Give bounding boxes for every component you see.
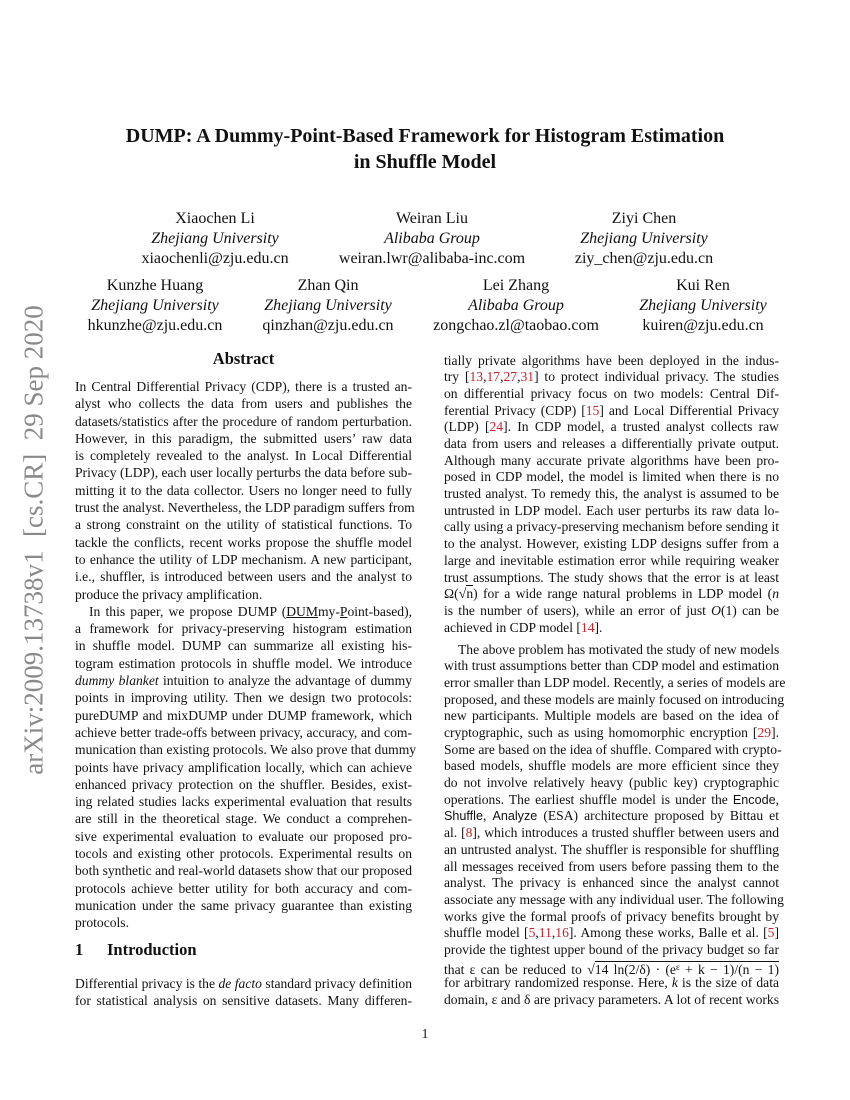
author-affiliation: Zhejiang University: [151, 230, 279, 247]
citation-link[interactable]: 29: [757, 725, 772, 741]
radicand-text: 14 ln(2/δ) · (e: [594, 961, 676, 977]
text-run: my-: [317, 603, 340, 619]
text-run: mitting it to the data collector. Users no longer need to fully: [75, 482, 412, 498]
text-line: [75, 897, 412, 914]
text-run: trusted analyst. To remedy this, the analyst is assumed to be: [444, 486, 779, 502]
text-line: [444, 570, 779, 587]
text-line: [444, 925, 779, 942]
text-run: Some are based on the idea of shuffle. Compared with crypto-: [444, 741, 782, 757]
author-block: [312, 209, 552, 269]
text-line: [444, 859, 779, 876]
text-line: [75, 741, 417, 758]
italic-text: n: [772, 586, 779, 602]
author-name: Xiaochen Li: [175, 210, 255, 227]
text-line: [444, 503, 779, 520]
text-run: domain, ε and δ are privacy parameters. A lot of recent works: [444, 992, 779, 1008]
text-run: ,: [482, 808, 493, 824]
text-line: [75, 534, 412, 551]
text-line: [444, 708, 779, 725]
text-run: datasets/statistics after the procedure of random perturbation.: [75, 413, 412, 429]
text-run: ing related studies lacks experimental evaluation that results: [75, 794, 412, 810]
author-block: [95, 209, 335, 269]
text-line: [444, 536, 779, 553]
radicand-text: n: [466, 586, 474, 602]
text-line: [444, 775, 779, 792]
text-line: [444, 658, 779, 675]
citation-link[interactable]: 14: [580, 619, 595, 635]
text-line: [75, 620, 412, 637]
text-run: However, in this paradigm, the submitted users’ raw data: [75, 430, 412, 446]
text-line: [444, 519, 779, 536]
abstract-body: [75, 378, 417, 932]
text-run: in shuffle model. DUMP can summarize all existing his-: [75, 638, 412, 654]
text-line: [75, 464, 412, 481]
underlined-text: P: [339, 603, 348, 619]
text-run: analyst. The privacy is enhanced since the analyst cannot: [444, 875, 779, 891]
text-run: protocols.: [75, 915, 129, 931]
sans-text: Shuffle: [444, 809, 483, 824]
text-line: [75, 828, 412, 845]
text-line: [444, 453, 779, 470]
text-run: munication under the same privacy guarantee than existing: [75, 897, 412, 913]
text-line: [444, 419, 779, 436]
sans-text: Analyze: [492, 809, 538, 824]
text-line: [75, 395, 412, 412]
text-run: all messages received from users before passing them to the: [444, 858, 779, 874]
text-line: [444, 620, 779, 637]
text-line: [75, 880, 412, 897]
text-run: ) for a wide range natural problems in LDP model (: [473, 586, 773, 602]
text-run: (LDP) [24]. In CDP model, a trusted analyst collects raw: [444, 419, 779, 435]
text-line: [444, 792, 779, 809]
text-line: [75, 603, 412, 620]
text-run: is the number of users), while an error of just: [444, 602, 712, 618]
author-name: Kui Ren: [676, 277, 730, 294]
text-line: [444, 891, 784, 909]
title-line: DUMP: A Dummy-Point-Based Framework for Histogram Estimation: [125, 125, 725, 147]
text-run: cally using a privacy-preserving mechanism before sending it: [444, 519, 779, 535]
citation-link[interactable]: 11: [538, 925, 552, 941]
text-line: [444, 959, 779, 976]
text-run: is completely revealed to the analyst. In Local Differential: [75, 448, 412, 464]
text-line: [75, 637, 412, 654]
citation-link[interactable]: 31: [520, 369, 535, 385]
text-run: produce the privacy amplification.: [75, 586, 263, 602]
italic-text: k: [671, 975, 678, 991]
text-line: [75, 776, 412, 793]
citation-link[interactable]: 15: [585, 402, 600, 418]
text-run: points in improving utility. Then we design two protocols:: [75, 690, 412, 706]
text-line: [444, 975, 779, 992]
text-run: standard privacy definition: [261, 976, 412, 991]
text-run: to the analyst. However, existing LDP designs suffer from a: [444, 536, 779, 552]
text-line: [444, 553, 779, 570]
text-run: is the size of data: [677, 975, 780, 991]
author-email: hkunzhe@zju.edu.cn: [87, 317, 223, 334]
text-line: [444, 469, 779, 486]
text-line: [444, 369, 779, 386]
author-name: Ziyi Chen: [611, 210, 677, 227]
text-run: ,: [775, 791, 779, 807]
text-run: that ε can be reduced to: [444, 961, 588, 977]
text-line: [444, 353, 779, 370]
radical-sign: √: [458, 587, 467, 603]
text-run: data from users and releases a differentially private output.: [444, 436, 779, 452]
title-line: in Shuffle Model: [353, 150, 497, 173]
text-run: alyst who collects the data from users and publishes the: [75, 396, 412, 412]
text-line: [444, 758, 779, 775]
text-line: [75, 378, 412, 395]
author-affiliation: Zhejiang University: [91, 297, 219, 314]
text-run: large and inevitable estimation error while requiring weaker: [444, 552, 779, 568]
text-line: [75, 447, 412, 464]
text-line: [75, 845, 412, 862]
text-run: trust the analyst. Nevertheless, the LDP paradigm suffers from: [75, 500, 415, 516]
text-line: [444, 992, 779, 1009]
author-name: Kunzhe Huang: [106, 277, 204, 294]
radicand-text: + k − 1)/(n − 1): [679, 961, 780, 977]
citation-link[interactable]: 24: [489, 419, 504, 435]
text-run: Ω(: [444, 586, 459, 602]
text-run: works give the formal proofs of privacy benefits brought by: [444, 908, 779, 924]
text-run: both synthetic and real-world datasets show that our proposed: [75, 863, 412, 879]
author-email: zongchao.zl@taobao.com: [433, 317, 599, 334]
text-run: tially private algorithms have been deployed in the indus-: [444, 352, 779, 368]
author-block: [524, 209, 764, 269]
author-email: xiaochenli@zju.edu.cn: [141, 250, 289, 267]
text-run: (ESA) architecture proposed by Bittau et: [537, 808, 779, 824]
text-line: [444, 603, 779, 620]
text-run: al. [8], which introduces a trusted shuffler between users and: [444, 825, 780, 841]
text-line: [75, 672, 412, 689]
text-line: [444, 386, 779, 403]
citation-link[interactable]: 16: [555, 925, 569, 941]
arxiv-identifier-sidebar: arXiv:2009.13738v1 [cs.CR] 29 Sep 2020: [18, 305, 49, 775]
citation-link[interactable]: 5: [767, 925, 775, 941]
text-line: [444, 842, 779, 859]
text-line: [75, 516, 412, 533]
underlined-text: DUM: [286, 603, 318, 619]
text-line: [444, 909, 779, 926]
text-line: [444, 403, 779, 420]
text-line: [75, 793, 412, 810]
italic-text: dummy blanket: [75, 673, 159, 689]
section-number: 1: [75, 940, 84, 959]
text-line: [75, 707, 412, 724]
text-line: [75, 689, 412, 706]
text-run: new participants. Multiple models are based on the idea of: [444, 708, 779, 724]
text-run: posed in CDP model, the model is limited when there is no: [444, 469, 779, 485]
text-line: [75, 759, 412, 776]
paper-title: [0, 124, 850, 175]
text-line: [444, 942, 779, 959]
text-run: In Central Differential Privacy (CDP), there is a trusted an-: [75, 379, 412, 394]
text-run: togram estimation protocols in shuffle model. We introduce: [75, 655, 412, 671]
text-line: [444, 808, 779, 825]
text-line: [444, 486, 779, 503]
text-line: [75, 586, 412, 603]
text-run: Although many accurate private algorithms have been pro-: [444, 452, 779, 468]
text-run: intuition to analyze the advantage of dummy: [158, 673, 412, 689]
section-heading-introduction: [75, 940, 197, 960]
text-run: ferential Privacy (CDP) [15] and Local Differential Privacy: [444, 402, 780, 418]
text-run: achieved in CDP model [14].: [444, 619, 603, 635]
text-run: (1) can be: [720, 602, 780, 618]
section-title: Introduction: [107, 940, 197, 959]
text-run: for arbitrary randomized response. Here,: [444, 975, 672, 991]
text-line: [444, 741, 782, 759]
text-run: with trust assumptions better than CDP model and estimation: [444, 658, 779, 674]
text-run: error smaller than LDP model. Recently, a series of models are: [444, 674, 786, 690]
author-email: qinzhan@zju.edu.cn: [262, 317, 394, 334]
text-line: [75, 499, 415, 516]
text-run: to enhance the utility of LDP mechanism. A new participant,: [75, 551, 412, 567]
text-run: enhanced privacy protection on the shuffler. Besides, exist-: [75, 776, 412, 792]
text-run: are still in the theoretical stage. We conduct a comprehen-: [75, 811, 412, 827]
text-run: try [13,17,27,31] to protect individual privacy. The studies: [444, 369, 779, 385]
text-run: cryptographic, such as using homomorphic encryption [29].: [444, 725, 779, 741]
radical-sign: √: [587, 962, 595, 978]
text-run: tackle the conflicts, recent works propose the shuffle model: [75, 534, 412, 550]
text-run: The above problem has motivated the study of new models: [458, 641, 780, 657]
text-line: [444, 825, 779, 842]
text-line: [444, 875, 779, 892]
italic-text: de facto: [218, 976, 262, 991]
citation-link[interactable]: 17: [486, 369, 501, 385]
text-line: [444, 674, 786, 692]
author-name: Zhan Qin: [297, 277, 359, 294]
text-run: achieve better trade-offs between privacy, accuracy, and com-: [75, 724, 412, 740]
introduction-body-left: [75, 975, 412, 1010]
author-email: kuiren@zju.edu.cn: [642, 317, 764, 334]
text-run: do not involve relatively heavy (public key) cryptographic: [444, 775, 779, 791]
author-name: Weiran Liu: [395, 210, 468, 227]
sans-text: Encode: [732, 792, 776, 807]
text-run: operations. The earliest shuffle model is under the: [444, 791, 733, 807]
text-line: [444, 436, 779, 453]
text-run: oint-based),: [347, 603, 412, 619]
author-affiliation: Zhejiang University: [580, 230, 708, 247]
text-run: sive experimental evaluation to evaluate our proposed pro-: [75, 828, 412, 844]
author-email: weiran.lwr@alibaba-inc.com: [338, 250, 526, 267]
text-line: [75, 430, 412, 447]
text-line: [75, 724, 412, 741]
text-run: an untrusted analyst. The shuffler is responsible for shuffling: [444, 841, 779, 857]
text-run: shuffle model [5,11,16]. Among these works, Balle et al. [5]: [444, 925, 779, 941]
text-run: based models, shuffle models are more efficient since they: [444, 758, 779, 774]
citation-link[interactable]: 5: [528, 925, 536, 941]
citation-link[interactable]: 27: [503, 369, 518, 385]
citation-link[interactable]: 8: [465, 825, 473, 841]
page-number: 1: [421, 1026, 429, 1041]
text-line: [75, 568, 412, 585]
text-run: for statistical analysis on sensitive datasets. Many differen-: [75, 993, 412, 1009]
text-run: on differential privacy focus on two models: Central Dif-: [444, 385, 779, 401]
introduction-body-right: [444, 352, 786, 1009]
author-affiliation: Zhejiang University: [264, 297, 392, 314]
text-run: pureDUMP and mixDUMP under DUMP framework, which: [75, 707, 412, 723]
text-line: [444, 586, 779, 603]
text-run: associate any message with any individual user. The following: [444, 891, 784, 907]
text-run: Privacy (LDP), each user locally perturbs the data before sub-: [75, 465, 412, 481]
italic-text: O: [711, 602, 721, 618]
text-line: [75, 413, 412, 430]
text-line: [75, 551, 412, 568]
text-line: [75, 862, 412, 879]
superscript-text: ε: [675, 961, 680, 972]
text-run: tocols and existing other protocols. Experimental results on: [75, 846, 412, 862]
text-run: points have privacy amplification locally, which can achieve: [75, 759, 412, 775]
author-affiliation: Alibaba Group: [384, 230, 480, 247]
text-line: [75, 914, 412, 931]
text-run: In this paper, we propose DUMP (: [89, 603, 287, 619]
abstract-heading: Abstract: [212, 349, 275, 368]
text-run: munication than existing protocols. We also prove that dummy: [75, 742, 417, 758]
text-line: [444, 642, 779, 659]
text-run: untrusted in LDP model. Each user perturbs its raw data lo-: [444, 502, 779, 518]
text-line: [444, 725, 779, 742]
author-affiliation: Alibaba Group: [468, 297, 564, 314]
text-run: trust assumptions. The study shows that the error is at least: [444, 569, 779, 585]
text-line: [75, 482, 412, 499]
text-line: [444, 691, 785, 709]
text-run: i.e., shuffler, is introduced between users and the analyst to: [75, 569, 412, 585]
author-email: ziy_chen@zju.edu.cn: [574, 250, 714, 267]
text-run: proposed, and these models are mainly focused on introducing: [444, 691, 785, 707]
text-run: a strong constraint on the utility of statistical functions. To: [75, 517, 412, 533]
author-block: [583, 276, 823, 336]
text-run: protocols achieve better utility for both accuracy and com-: [75, 880, 412, 896]
text-run: provide the tightest upper bound of the privacy budget so far: [444, 941, 779, 957]
author-affiliation: Zhejiang University: [639, 297, 767, 314]
text-line: [75, 810, 412, 827]
citation-link[interactable]: 13: [469, 369, 484, 385]
text-run: Differential privacy is the: [75, 976, 219, 991]
text-line: [75, 992, 412, 1009]
author-name: Lei Zhang: [482, 277, 550, 294]
text-run: a framework for privacy-preserving histogram estimation: [75, 621, 412, 637]
text-line: [75, 975, 412, 992]
text-line: [75, 655, 412, 672]
